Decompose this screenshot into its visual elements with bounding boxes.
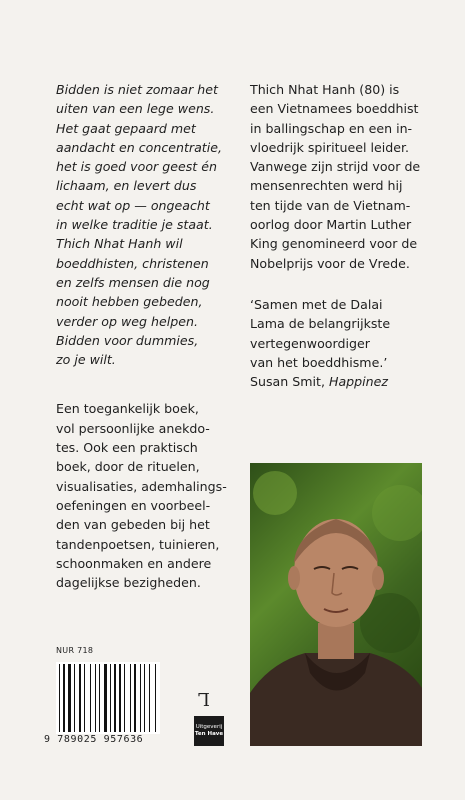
- bio-line: King genomineerd voor de: [250, 236, 418, 252]
- intro-line: echt wat op — ongeacht: [56, 197, 210, 213]
- barcode-bar: [155, 664, 156, 732]
- bio-line: een Vietnamees boeddhist: [250, 101, 419, 117]
- bio-line: Nobelprijs voor de Vrede.: [250, 255, 410, 271]
- publisher-logo: [194, 716, 224, 746]
- barcode-bar: [144, 664, 145, 732]
- intro-line: Bidden voor dummies,: [56, 332, 199, 348]
- intro-line: boeddhisten, christenen: [56, 255, 209, 271]
- bio-line: Vanwege zijn strijd voor de: [250, 159, 421, 175]
- publisher-line2: Ten Have: [194, 731, 224, 737]
- bio-line: Thich Nhat Hanh (80) is: [250, 82, 400, 97]
- quote-line: van het boeddhisme.’: [250, 354, 388, 370]
- intro-line: aandacht en concentratie,: [56, 139, 222, 155]
- quote-source: Susan Smit,: [250, 374, 325, 390]
- barcode: [56, 662, 160, 734]
- barcode-bar: [104, 664, 107, 732]
- barcode-bar: [74, 664, 75, 732]
- barcode-bar: [119, 664, 121, 732]
- intro-line: nooit hebben gebeden,: [56, 294, 203, 310]
- quote-line: Lama de belangrijkste: [250, 316, 391, 332]
- description-line: Een toegankelijk boek,: [56, 401, 199, 417]
- bio-line: vloedrijk spiritueel leider.: [250, 139, 410, 155]
- description-line: dagelijkse bezigheden.: [56, 575, 201, 591]
- nur-code: NUR 718: [56, 646, 94, 655]
- description-line: vol persoonlijke anekdo-: [56, 420, 210, 436]
- quote-publication: Happinez: [328, 374, 388, 390]
- author-bio: [250, 80, 428, 273]
- description-paragraph: [56, 399, 244, 592]
- barcode-bar: [110, 664, 111, 732]
- barcode-bar: [59, 664, 60, 732]
- barcode-bar: [99, 664, 100, 732]
- left-column: [56, 80, 244, 622]
- bio-line: ten tijde van de Vietnam-: [250, 197, 411, 213]
- intro-line: in welke traditie je staat.: [56, 217, 213, 233]
- intro-line: Het gaat gepaard met: [56, 120, 196, 136]
- barcode-bar: [124, 664, 125, 732]
- description-line: boek, door de rituelen,: [56, 459, 200, 475]
- intro-line: het is goed voor geest én: [56, 159, 217, 175]
- quote-line: ‘Samen met de Dalai: [250, 296, 383, 312]
- intro-line: Thich Nhat Hanh wil: [56, 236, 183, 252]
- intro-line: verder op weg helpen.: [56, 313, 199, 329]
- barcode-bar: [130, 664, 131, 732]
- author-photo: [250, 463, 422, 746]
- barcode-bar: [149, 664, 150, 732]
- barcode-bar: [114, 664, 116, 732]
- description-line: oefeningen en voorbeel-: [56, 497, 211, 513]
- bio-line: in ballingschap en een in-: [250, 120, 413, 136]
- right-column: [250, 80, 428, 413]
- description-line: visualisaties, ademhalings-: [56, 478, 227, 494]
- bio-line: oorlog door Martin Luther: [250, 217, 412, 233]
- intro-line: Bidden is niet zomaar het: [56, 82, 218, 97]
- description-line: den van gebeden bij het: [56, 517, 210, 533]
- intro-line: zo je wilt.: [56, 352, 116, 368]
- barcode-bar: [95, 664, 96, 732]
- description-line: tandenpoetsen, tuinieren,: [56, 536, 220, 552]
- quote-line: vertegenwoordiger: [250, 335, 370, 351]
- description-line: schoonmaken en andere: [56, 555, 212, 571]
- barcode-bar: [79, 664, 81, 732]
- intro-line: lichaam, en levert dus: [56, 178, 197, 194]
- barcode-bar: [134, 664, 136, 732]
- publisher-line1: Uitgeverij: [195, 724, 223, 730]
- barcode-bar: [63, 664, 65, 732]
- barcode-bar: [68, 664, 71, 732]
- review-quote: [250, 295, 428, 391]
- intro-line: en zelfs mensen die nog: [56, 274, 210, 290]
- barcode-bar: [140, 664, 141, 732]
- description-line: tes. Ook een praktisch: [56, 440, 198, 456]
- intro-paragraph: [56, 80, 244, 369]
- barcode-bar: [84, 664, 85, 732]
- intro-line: uiten van een lege wens.: [56, 101, 215, 117]
- ean-number: 9 789025 957636: [44, 734, 144, 745]
- bio-line: mensenrechten werd hij: [250, 178, 403, 194]
- publisher-mark-icon: Ꞁ: [198, 690, 210, 711]
- barcode-bar: [90, 664, 91, 732]
